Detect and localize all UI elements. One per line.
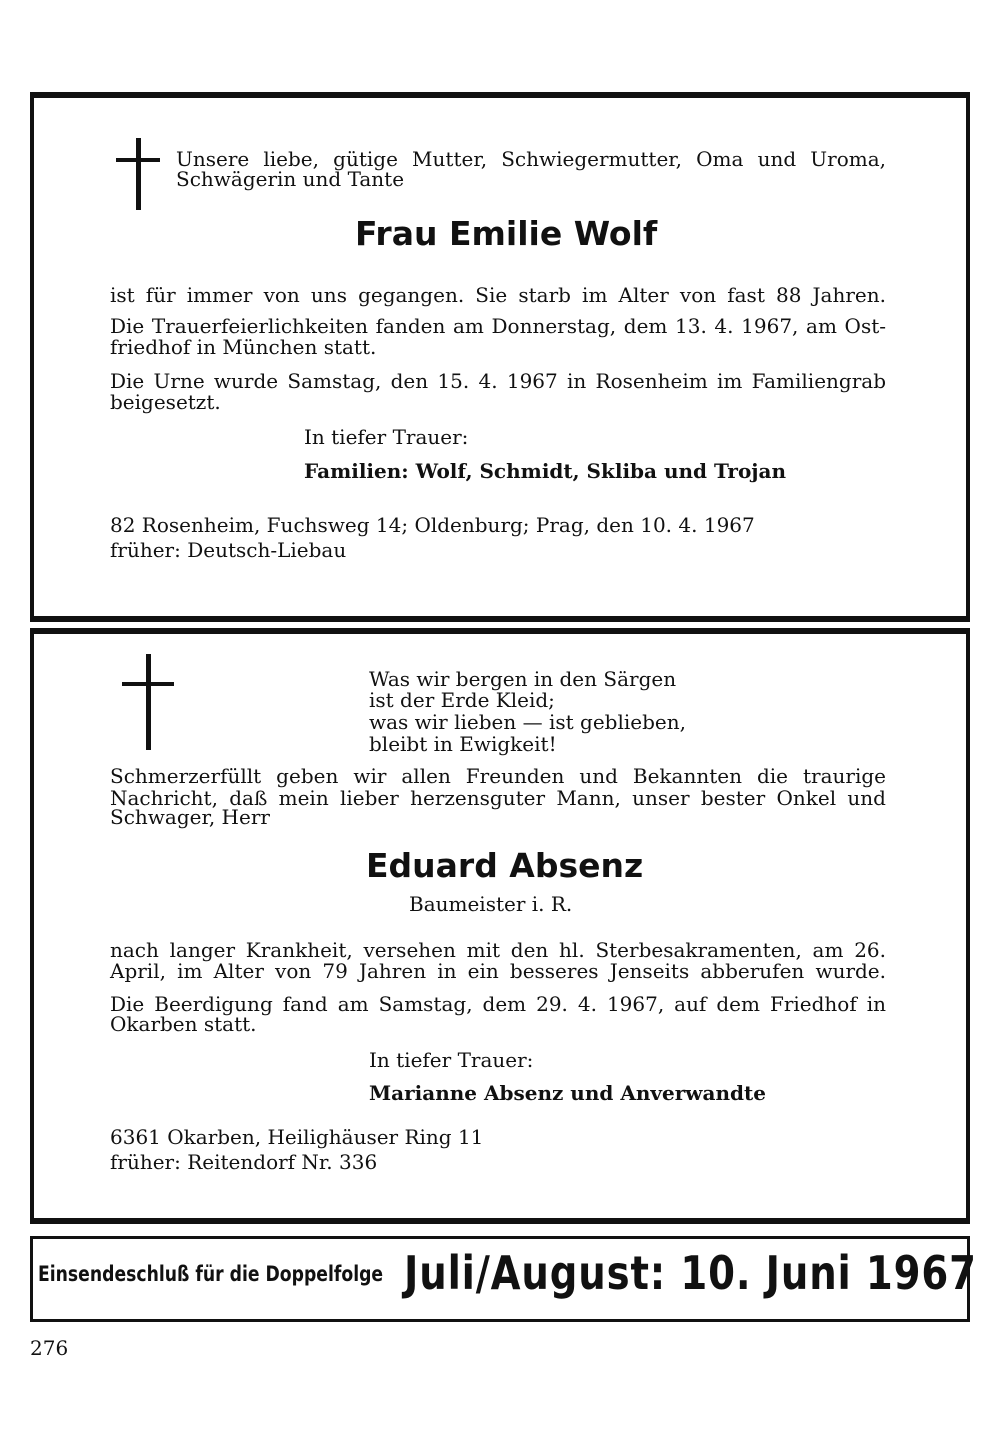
cross-icon	[122, 654, 174, 750]
address-line: 6361 Okarben, Heilighäuser Ring 11	[110, 1125, 484, 1149]
body-line: Die Trauerfeierlichkeiten fanden am Donnerstag, dem 13. 4. 1967, am Ost-	[110, 314, 886, 338]
families-signature: Marianne Absenz und Anverwandte	[369, 1081, 766, 1105]
page-number: 276	[30, 1336, 69, 1360]
deadline-label: Einsendeschluß für die Doppelfolge	[38, 1262, 384, 1286]
intro-line: Schmerzerfüllt geben wir allen Freunden und Bekannten die traurige	[110, 764, 886, 788]
body-line: April, im Alter von 79 Jahren in ein besseres Jenseits abberufen wurde.	[110, 959, 886, 983]
address-line: 82 Rosenheim, Fuchsweg 14; Oldenburg; Prag, den 10. 4. 1967	[110, 513, 755, 537]
body-line: ist für immer von uns gegangen. Sie starb im Alter von fast 88 Jahren.	[110, 283, 886, 307]
families-signature: Familien: Wolf, Schmidt, Skliba und Trojan	[304, 459, 787, 483]
deceased-title: Baumeister i. R.	[409, 892, 573, 916]
body-line: Okarben statt.	[110, 1012, 257, 1036]
address-line: früher: Reitendorf Nr. 336	[110, 1150, 378, 1174]
poem-line: ist der Erde Kleid;	[369, 688, 555, 712]
intro-line: Nachricht, daß mein lieber herzensguter Mann, unser bester Onkel und	[110, 786, 886, 810]
deadline-date: Juli/August: 10. Juni 1967	[404, 1246, 977, 1300]
mourning-label: In tiefer Trauer:	[369, 1048, 534, 1072]
poem-line: Was wir bergen in den Särgen	[369, 667, 677, 691]
address-line: früher: Deutsch-Liebau	[110, 538, 347, 562]
body-line: Die Urne wurde Samstag, den 15. 4. 1967 in Rosenheim im Familiengrab	[110, 369, 886, 393]
intro-line: Schwager, Herr	[110, 805, 270, 829]
mourning-label: In tiefer Trauer:	[304, 425, 469, 449]
deceased-name: Frau Emilie Wolf	[355, 214, 658, 253]
body-line: beigesetzt.	[110, 390, 221, 414]
intro-line: Unsere liebe, gütige Mutter, Schwiegermutter, Oma und Uroma,	[176, 147, 886, 171]
body-line: nach langer Krankheit, versehen mit den hl. Sterbesakramenten, am 26.	[110, 938, 886, 962]
deceased-name: Eduard Absenz	[366, 846, 644, 885]
intro-line: Schwägerin und Tante	[176, 167, 405, 191]
body-line: Die Beerdigung fand am Samstag, dem 29. 4. 1967, auf dem Friedhof in	[110, 992, 886, 1016]
cross-icon	[116, 138, 160, 210]
body-line: friedhof in München statt.	[110, 335, 377, 359]
poem-line: was wir lieben — ist geblieben,	[369, 710, 686, 734]
poem-line: bleibt in Ewigkeit!	[369, 732, 557, 756]
